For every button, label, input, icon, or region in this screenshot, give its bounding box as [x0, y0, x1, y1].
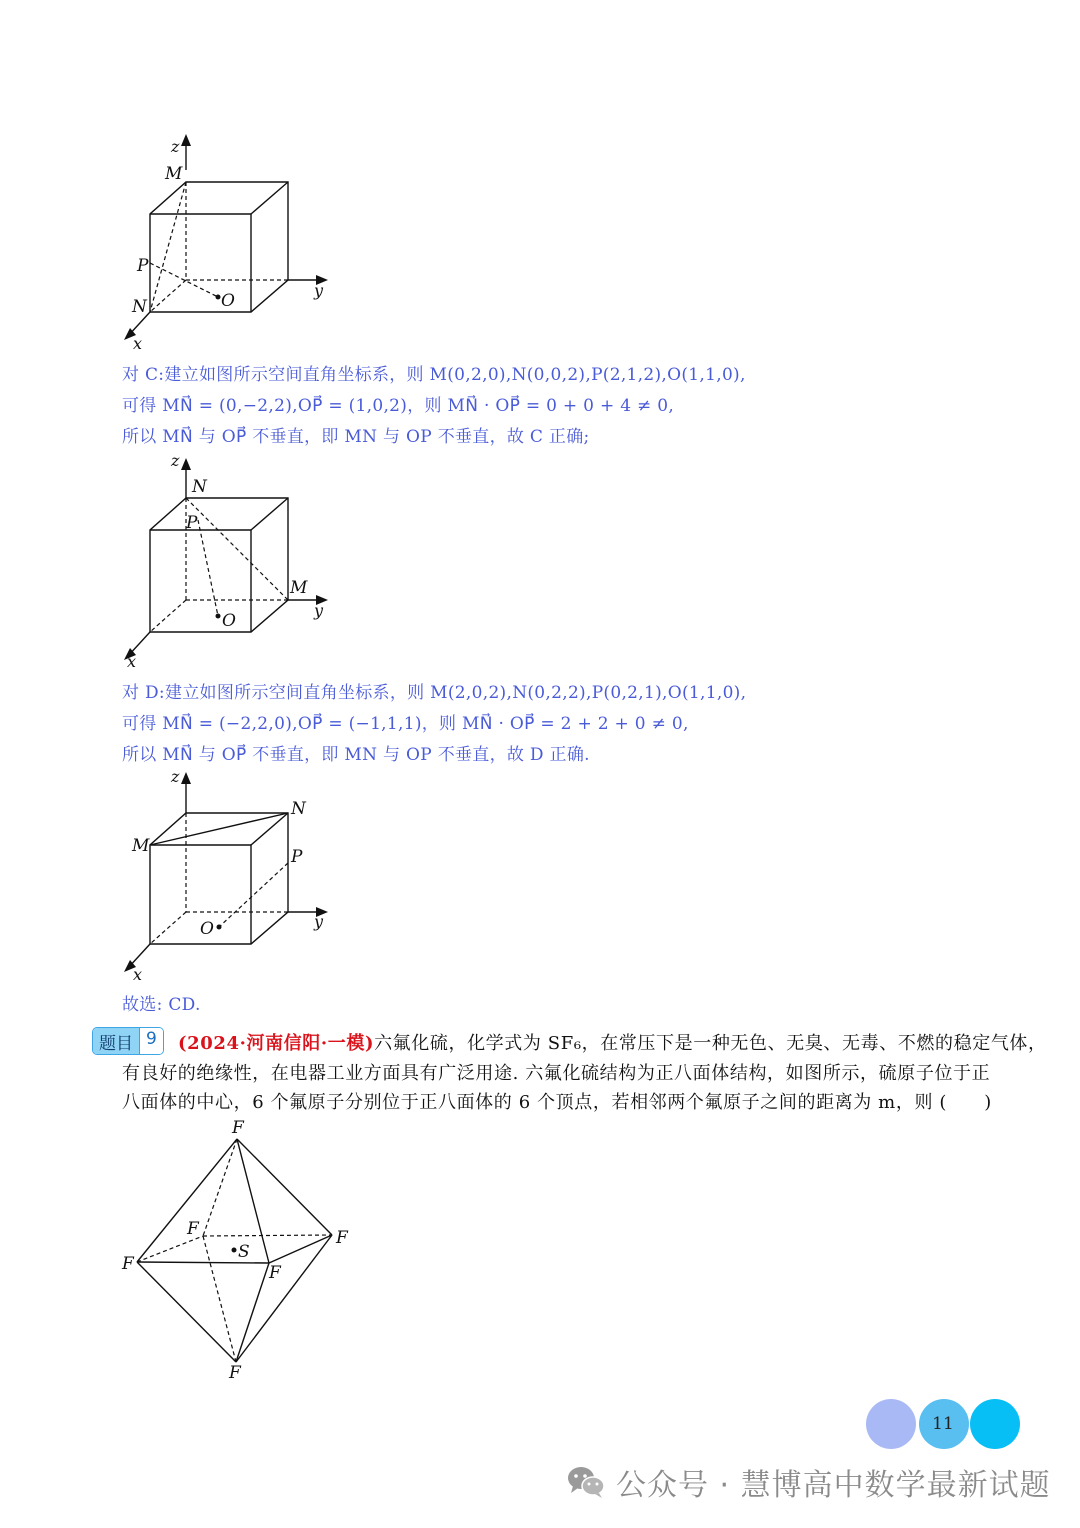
- center-s-label: S: [238, 1242, 250, 1262]
- vertex-f-back: F: [187, 1219, 199, 1239]
- solution-c-line-2: 可得 MN⃗ = (0,−2,2),OP⃗ = (1,0,2)，则 MN⃗ · OP⃗ = 0 + 0 + 4 ≠ 0,: [122, 396, 675, 416]
- cube-figure-d: [115, 445, 345, 670]
- vertex-f-right: F: [336, 1228, 348, 1248]
- point-p-label: P: [137, 256, 149, 276]
- point-o-label: O: [221, 291, 235, 311]
- watermark: [566, 1460, 1051, 1504]
- cube-figure-c: [115, 130, 345, 355]
- vertex-f-front: F: [269, 1263, 281, 1283]
- page-circle-right: [970, 1399, 1020, 1449]
- solution-c-line-1: 对 C:建立如图所示空间直角坐标系，则 M(0,2,0),N(0,0,2),P(2,1,2),O(1,1,0),: [122, 365, 746, 385]
- point-m-label: M: [132, 836, 150, 856]
- solution-d-line-2: 可得 MN⃗ = (−2,2,0),OP⃗ = (−1,1,1)，则 MN⃗ · OP⃗ = 2 + 2 + 0 ≠ 0,: [122, 714, 689, 734]
- point-o-label: O: [222, 611, 236, 631]
- vertex-f-bottom: F: [229, 1363, 241, 1383]
- axis-y-label: y: [314, 601, 324, 620]
- problem-tag-label: 题目: [93, 1028, 139, 1054]
- axis-z-label: z: [171, 767, 180, 786]
- point-n-label: N: [132, 297, 147, 317]
- problem-tag: [92, 1027, 164, 1055]
- page-circle-left: [866, 1399, 916, 1449]
- point-m-label: M: [165, 164, 183, 184]
- point-p-label: P: [186, 513, 198, 533]
- axis-x-label: x: [127, 652, 137, 671]
- problem-source: (2024·河南信阳·一模): [178, 1033, 375, 1054]
- point-n-label: N: [291, 799, 306, 819]
- wechat-icon: [566, 1465, 606, 1499]
- solution-c-line-3: 所以 MN⃗ 与 OP⃗ 不垂直，即 MN 与 OP 不垂直，故 C 正确;: [122, 427, 590, 447]
- octahedron-figure: [115, 1115, 365, 1385]
- axis-z-label: z: [171, 451, 180, 470]
- point-p-label: P: [291, 847, 303, 867]
- problem-line-1: [178, 1029, 1047, 1055]
- point-o-label: O: [200, 919, 214, 939]
- point-n-label: N: [192, 477, 207, 497]
- solution-d-line-1: 对 D:建立如图所示空间直角坐标系，则 M(2,0,2),N(0,2,2),P(0,2,1),O(1,1,0),: [122, 683, 747, 703]
- watermark-text: 公众号 · 慧博高中数学最新试题: [616, 1468, 1051, 1503]
- vertex-f-left: F: [122, 1254, 134, 1274]
- axis-x-label: x: [133, 334, 143, 353]
- problem-text-1: 六氟化硫，化学式为 SF₆，在常压下是一种无色、无臭、无毒、不燃的稳定气体，: [374, 1033, 1047, 1054]
- cube-figure-e: [115, 765, 345, 985]
- point-m-label: M: [290, 578, 308, 598]
- problem-line-2: 有良好的绝缘性，在电器工业方面具有广泛用途. 六氟化硫结构为正八面体结构，如图所示，硫原子位于正: [122, 1063, 991, 1084]
- axis-y-label: y: [314, 281, 324, 300]
- axis-x-label: x: [133, 965, 143, 984]
- axis-z-label: z: [171, 137, 180, 156]
- problem-number: 9: [139, 1028, 163, 1054]
- solution-d-line-3: 所以 MN⃗ 与 OP⃗ 不垂直，即 MN 与 OP 不垂直，故 D 正确.: [122, 745, 590, 765]
- answer-line: 故选: CD.: [122, 995, 201, 1015]
- page-number: 11: [932, 1414, 954, 1434]
- axis-y-label: y: [314, 912, 324, 931]
- problem-line-3: 八面体的中心，6 个氟原子分别位于正八面体的 6 个顶点，若相邻两个氟原子之间的距离为 m，则 ( ): [122, 1092, 992, 1113]
- vertex-f-top: F: [232, 1118, 244, 1138]
